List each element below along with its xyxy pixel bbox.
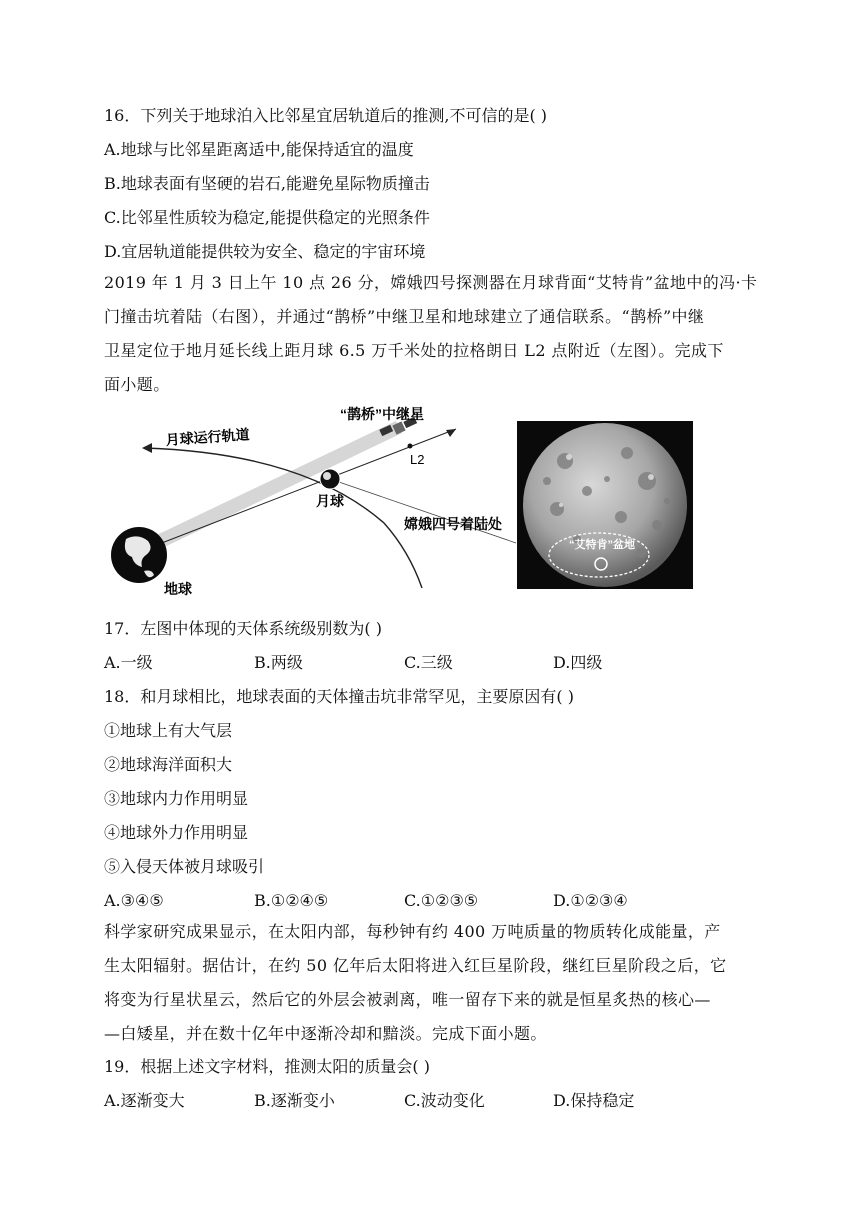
landing-link-line	[336, 481, 516, 543]
arrow-head-icon	[446, 429, 456, 437]
q17-option-b: B.两级	[254, 653, 303, 672]
passage-chang-e-4	[104, 266, 764, 402]
relay-satellite-label: “鹊桥”中继星	[340, 406, 424, 422]
q18-option-b: B.①②④⑤	[254, 891, 329, 910]
q16-stem: 16．下列关于地球泊入比邻星宜居轨道后的推测,不可信的是( )	[104, 106, 548, 125]
q18-option-c: C.①②③⑤	[404, 891, 479, 910]
l2-point	[408, 444, 413, 449]
q18-option-d: D.①②③④	[553, 891, 628, 910]
q16-option-d: D.宜居轨道能提供较为安全、稳定的宇宙环境	[104, 242, 426, 261]
moon-far-side-image	[517, 421, 693, 589]
q18-option-a: A.③④⑤	[104, 891, 164, 910]
earth-moon-l2-diagram	[104, 403, 502, 603]
landing-site-label: 嫦娥四号着陆处	[404, 516, 502, 532]
q18-item-1: ①地球上有大气层	[104, 721, 233, 740]
moon-orbit-path	[144, 448, 425, 588]
orbit-arrow-icon	[142, 443, 152, 453]
moon-dot	[320, 469, 340, 489]
earth-label: 地球	[164, 581, 192, 597]
q17-stem: 17．左图中体现的天体系统级别数为( )	[104, 619, 382, 638]
basin-label: “艾特肯”盆地	[569, 539, 635, 551]
moon-orbit-label: 月球运行轨道	[165, 426, 251, 448]
q18-item-4: ④地球外力作用明显	[104, 823, 249, 842]
passage2-line: 科学家研究成果显示，在太阳内部，每秒钟有约 400 万吨质量的物质转化成能量，产	[104, 922, 721, 941]
passage1-line: 面小题。	[104, 375, 170, 394]
q19-option-a: A.逐渐变大	[104, 1091, 185, 1110]
passage1-line: 2019 年 1 月 3 日上午 10 点 26 分，嫦娥四号探测器在月球背面“艾特肯”盆地中的冯·卡	[104, 273, 758, 292]
q16-option-a: A.地球与比邻星距离适中,能保持适宜的温度	[104, 140, 414, 159]
moon-label: 月球	[316, 493, 344, 509]
passage-sun-evolution	[104, 915, 764, 1051]
passage2-line: 生太阳辐射。据估计，在约 50 亿年后太阳将进入红巨星阶段，继红巨星阶段之后，它	[104, 956, 727, 975]
q17-option-a: A.一级	[104, 653, 153, 672]
passage2-line: 将变为行星状星云，然后它的外层会被剥离，唯一留存下来的就是恒星炙热的核心—	[104, 990, 711, 1009]
q16-option-c: C.比邻星性质较为稳定,能提供稳定的光照条件	[104, 208, 430, 227]
q18-item-3: ③地球内力作用明显	[104, 789, 249, 808]
passage1-line: 门撞击坑着陆（右图），并通过“鹊桥”中继卫星和地球建立了通信联系。“鹊桥”中继	[104, 307, 705, 326]
q18-item-2: ②地球海洋面积大	[104, 755, 233, 774]
q18-stem: 18．和月球相比，地球表面的天体撞击坑非常罕见，主要原因有( )	[104, 687, 574, 706]
q18-item-5: ⑤入侵天体被月球吸引	[104, 857, 265, 876]
q19-option-d: D.保持稳定	[553, 1091, 635, 1110]
q19-option-c: C.波动变化	[404, 1091, 485, 1110]
moon-highlight	[323, 472, 331, 480]
passage2-line: —白矮星，并在数十亿年中逐渐冷却和黯淡。完成下面小题。	[104, 1024, 547, 1043]
q19-stem: 19．根据上述文字材料，推测太阳的质量会( )	[104, 1057, 430, 1076]
l2-label: L2	[410, 452, 425, 467]
q17-option-c: C.三级	[404, 653, 453, 672]
passage1-line: 卫星定位于地月延长线上距月球 6.5 万千米处的拉格朗日 L2 点附近（左图）。完成下	[104, 341, 724, 360]
q19-option-b: B.逐渐变小	[254, 1091, 335, 1110]
moon-disk	[523, 423, 687, 587]
q17-option-d: D.四级	[553, 653, 603, 672]
q16-option-b: B.地球表面有坚硬的岩石,能避免星际物质撞击	[104, 174, 430, 193]
